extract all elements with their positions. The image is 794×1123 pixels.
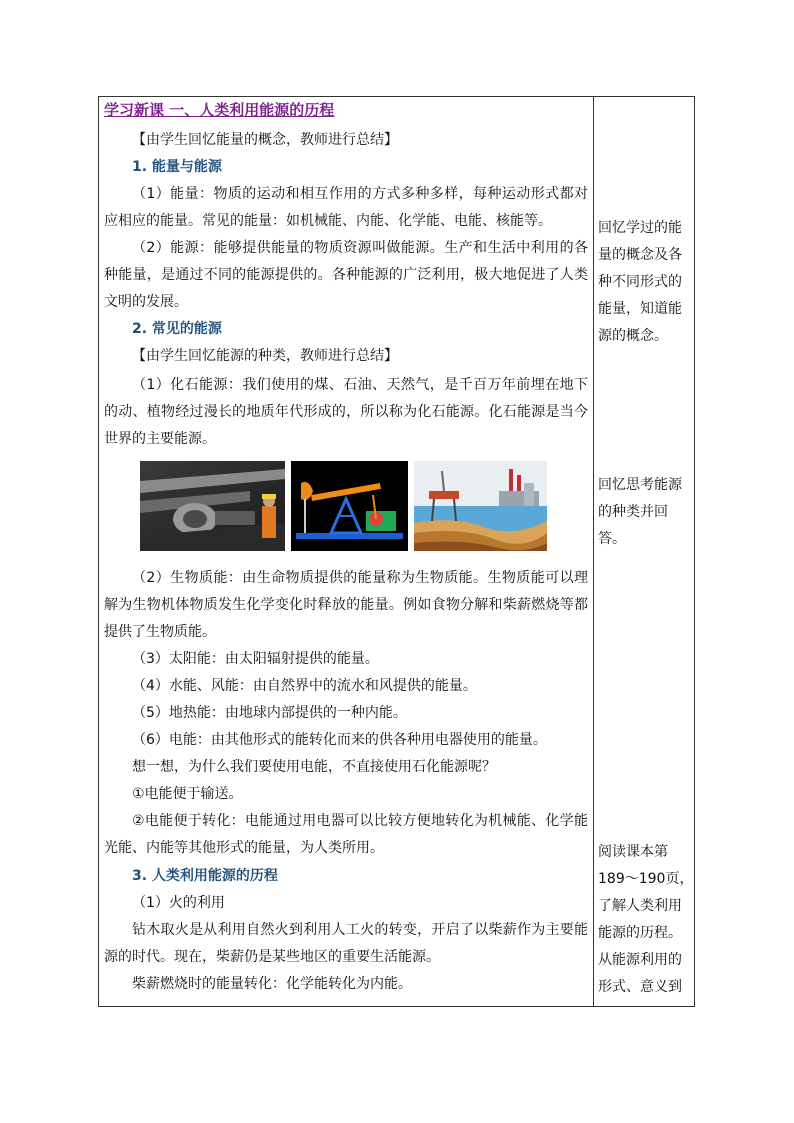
answer-1: ①电能便于输送。: [132, 786, 243, 802]
side-note-2: 回忆思考能源的种类并回答。: [598, 477, 682, 547]
paragraph-geothermal: （5）地热能：由地球内部提供的一种内能。: [132, 705, 407, 721]
paragraph-biomass: （2）生物质能：由生命物质提供的能量称为生物质能。生物质能可以理解为生物机体物质发生化学变化时释放的能量。例如食物分解和柴薪燃烧等都提供了生物质能。: [104, 570, 588, 640]
column-divider: [593, 96, 594, 1007]
oil-pump-image: [291, 461, 408, 551]
paragraph-drill-fire: 钻木取火是从利用自然火到利用人工火的转变，开启了以柴薪作为主要能源的时代。现在，柴薪仍是某些地区的重要生活能源。: [104, 922, 588, 965]
paragraph-solar: （3）太阳能：由太阳辐射提供的能量。: [132, 651, 379, 667]
paragraph-firewood-energy: 柴薪燃烧时的能量转化：化学能转化为内能。: [132, 976, 412, 992]
paragraph-fire: （1）火的利用: [132, 895, 225, 911]
teacher-note-1: 【由学生回忆能量的概念，教师进行总结】: [132, 132, 398, 148]
paragraph-energy-source: （2）能源：能够提供能量的物质资源叫做能源。生产和生活中利用的各种能量，是通过不同的能源提供的。各种能源的广泛利用，极大地促进了人类文明的发展。: [104, 240, 588, 310]
section-heading: 学习新课 一、人类利用能源的历程: [104, 101, 335, 119]
paragraph-water-wind: （4）水能、风能：由自然界中的流水和风提供的能量。: [132, 678, 477, 694]
answer-2: ②电能便于转化：电能通过用电器可以比较方便地转化为机械能、化学能光能、内能等其他形式的能量，为人类所用。: [104, 813, 588, 856]
subsection-title-1: 1. 能量与能源: [132, 159, 222, 175]
side-note-3: 阅读课本第189～190页，了解人类利用能源的历程。从能源利用的形式、意义到: [598, 844, 694, 995]
coal-mine-image: [140, 461, 285, 551]
side-note-1: 回忆学过的能量的概念及各种不同形式的能量，知道能源的概念。: [598, 220, 682, 344]
paragraph-fossil: （1）化石能源：我们使用的煤、石油、天然气，是千百万年前埋在地下的动、植物经过漫长的地质年代形成的，所以称为化石能源。化石能源是当今世界的主要能源。: [104, 377, 588, 447]
subsection-title-2: 2. 常见的能源: [132, 321, 222, 337]
offshore-oil-image: [414, 461, 547, 551]
teacher-note-2: 【由学生回忆能源的种类，教师进行总结】: [132, 348, 398, 364]
paragraph-electric: （6）电能：由其他形式的能转化而来的供各种用电器使用的能量。: [132, 732, 547, 748]
question-text: 想一想，为什么我们要使用电能，不直接使用石化能源呢？: [132, 759, 496, 775]
subsection-title-3: 3. 人类利用能源的历程: [132, 868, 278, 884]
paragraph-energy: （1）能量：物质的运动和相互作用的方式多种多样，每种运动形式都对应相应的能量。常见的能量：如机械能、内能、化学能、电能、核能等。: [104, 186, 588, 229]
